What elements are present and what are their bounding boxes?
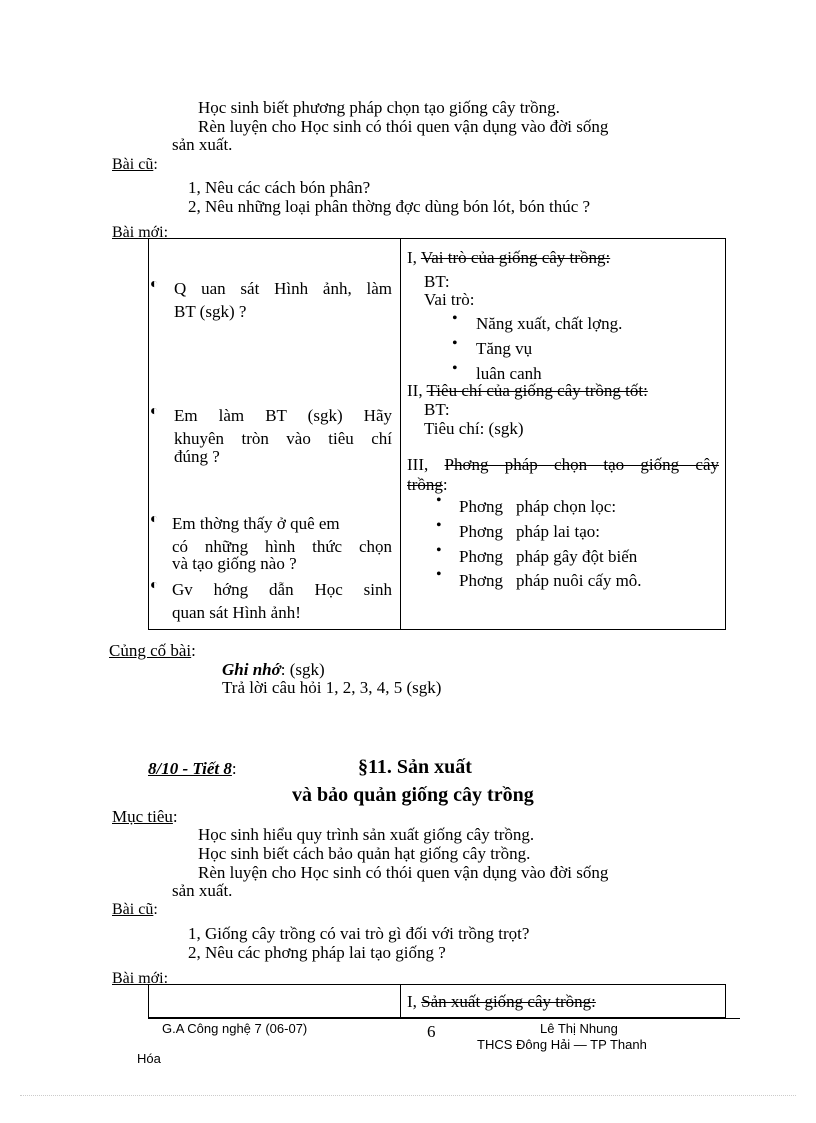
bullet-icon: • (436, 566, 442, 583)
question-line: 1, Nêu các cách bón phân? (188, 178, 371, 197)
half-circle-icon: ◐ (150, 277, 159, 292)
objective-line: Học sinh hiểu quy trình sản xuất giống cây trồng. (198, 825, 535, 844)
vaitro-label: Vai trò: (424, 290, 475, 309)
question-line: 2, Nêu các phơng pháp lai tạo giống ? (188, 943, 446, 962)
baicu-heading: Bài cũ: (112, 901, 158, 918)
role-item: Tăng vụ (476, 339, 533, 358)
method-item: Phơng pháp lai tạo: (459, 522, 600, 541)
objective-line: sản xuất. (172, 881, 233, 900)
page-edge (20, 1095, 796, 1096)
objective-line: sản xuất. (172, 135, 233, 154)
footer-rule (148, 1018, 740, 1019)
baicu-heading: Bài cũ: (112, 156, 158, 173)
bullet-icon: • (436, 492, 442, 509)
method-item: Phơng pháp nuôi cấy mô. (459, 571, 642, 590)
bullet-icon: • (452, 310, 458, 327)
method-item: Phơng pháp gây đột biến (459, 547, 638, 566)
objective-line: Rèn luyện cho Học sinh có thói quen vận dụng vào đời sống (198, 863, 609, 882)
section-heading: I, Sản xuất giống cây trồng: (407, 992, 596, 1011)
footer-course: G.A Công nghệ 7 (06-07) (162, 1021, 308, 1036)
table-divider (400, 238, 401, 630)
half-circle-icon: ◐ (150, 512, 159, 527)
bullet-icon: • (436, 517, 442, 534)
lesson-subtitle: và bảo quản giống cây trồng (292, 784, 534, 806)
half-circle-icon: ◐ (150, 404, 159, 419)
muctieu-heading: Mục tiêu: (112, 807, 178, 826)
bullet-icon: • (436, 542, 442, 559)
role-item: luân canh (476, 364, 542, 383)
baimoi-heading: Bài mới: (112, 224, 169, 241)
section-heading: I, Vai trò của giống cây trồng: (407, 248, 611, 267)
footer-school-cont: Hóa (137, 1051, 161, 1066)
bt-label: BT: (424, 272, 450, 291)
bt-label: BT: (424, 400, 450, 419)
section-heading: II, Tiêu chí của giống cây trồng tốt: (407, 381, 648, 400)
baimoi-heading: Bài mới: (112, 970, 169, 987)
bullet-icon: • (452, 335, 458, 352)
activity-item: Em thờng thấy ở quê em có những hình thức chọn và tạo giống nào ? (172, 514, 392, 573)
objective-line: Học sinh biết phương pháp chọn tạo giống cây trồng. (198, 98, 560, 117)
activity-item: Em làm BT (sgk) Hãy khuyên tròn vào tiêu chí đúng ? (174, 406, 392, 466)
ghinho-line: Ghi nhớ: (sgk) (222, 660, 325, 679)
half-circle-icon: ◐ (150, 578, 159, 593)
objective-line: Học sinh biết cách bảo quản hạt giống cây trồng. (198, 844, 531, 863)
activity-item: Gv hớng dẫn Học sinh quan sát Hình ảnh! (172, 580, 392, 622)
table-divider (400, 984, 401, 1018)
cungco-heading: Củng cố bài: (109, 641, 196, 660)
footer-school: THCS Đông Hải — TP Thanh (477, 1037, 647, 1052)
criteria-label: Tiêu chí: (sgk) (424, 419, 524, 438)
method-item: Phơng pháp chọn lọc: (459, 497, 617, 516)
lesson-date: 8/10 - Tiết 8: (148, 759, 237, 778)
lesson-title: §11. Sản xuất (358, 756, 472, 778)
page-number: 6 (427, 1022, 436, 1041)
traloi-line: Trả lời câu hỏi 1, 2, 3, 4, 5 (sgk) (222, 678, 442, 697)
question-line: 2, Nêu những loại phân thờng đợc dùng bón lót, bón thúc ? (188, 197, 591, 216)
objective-line: Rèn luyện cho Học sinh có thói quen vận dụng vào đời sống (198, 117, 609, 136)
question-line: 1, Giống cây trồng có vai trò gì đối với trồng trọt? (188, 924, 530, 943)
bullet-icon: • (452, 360, 458, 377)
section-heading: III, Phơng pháp chọn tạo giống cây trồng: (407, 455, 720, 494)
activity-item: Q uan sát Hình ảnh, làm BT (sgk) ? (174, 279, 392, 321)
role-item: Năng xuất, chất lợng. (476, 314, 623, 333)
footer-author: Lê Thị Nhung (540, 1021, 618, 1036)
